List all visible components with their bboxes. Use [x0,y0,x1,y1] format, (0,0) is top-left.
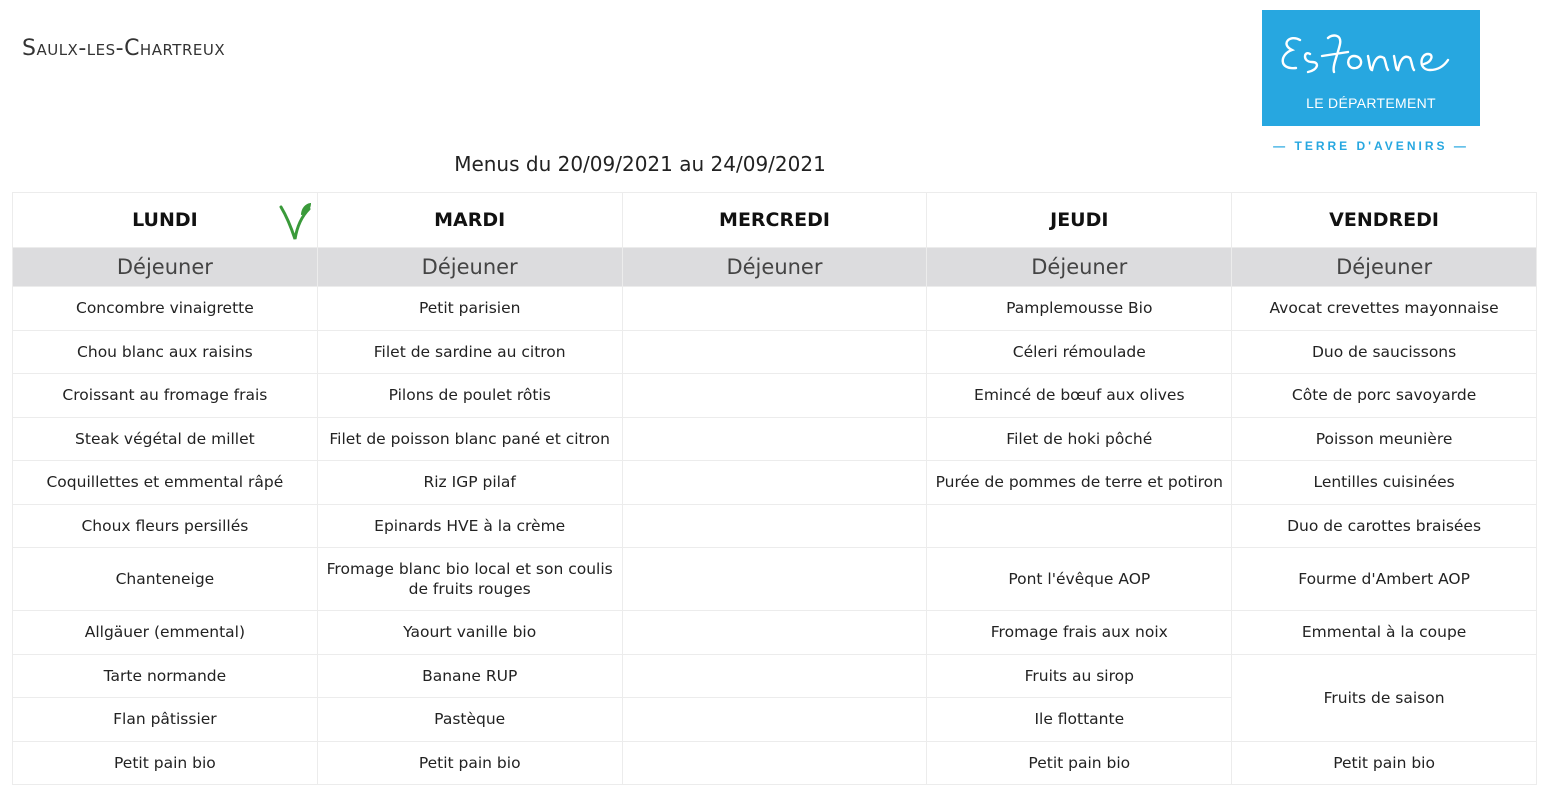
menu-item: Céleri rémoulade [927,330,1232,374]
meal-label: Déjeuner [622,248,927,287]
menu-item [622,374,927,418]
menu-row [13,611,1537,655]
menu-item: Emincé de bœuf aux olives [927,374,1232,418]
menu-item: Fruits de saison [1232,654,1537,741]
menu-item: Riz IGP pilaf [317,461,622,505]
menu-item: Chou blanc aux raisins [13,330,318,374]
menu-item: Filet de hoki pôché [927,417,1232,461]
menu-item: Yaourt vanille bio [317,611,622,655]
menu-item: Petit pain bio [13,741,318,785]
menu-item: Tarte normande [13,654,318,698]
menu-row [13,330,1537,374]
meal-label: Déjeuner [927,248,1232,287]
menu-item: Fruits au sirop [927,654,1232,698]
menu-table [12,192,1537,785]
menu-row [13,287,1537,331]
menu-item [622,654,927,698]
menu-item [622,698,927,742]
menu-row [13,548,1537,611]
meal-label: Déjeuner [1232,248,1537,287]
menu-item: Poisson meunière [1232,417,1537,461]
essonne-logo [1262,10,1480,126]
menu-item [622,330,927,374]
menu-item: Duo de saucissons [1232,330,1537,374]
menu-item: Chanteneige [13,548,318,611]
menu-item: Allgäuer (emmental) [13,611,318,655]
menu-item: Pilons de poulet rôtis [317,374,622,418]
logo-department-label: LE DÉPARTEMENT [1306,95,1436,111]
meal-row [13,248,1537,287]
menu-item: Coquillettes et emmental râpé [13,461,318,505]
menu-row [13,417,1537,461]
menu-item: Emmental à la coupe [1232,611,1537,655]
menu-item [622,741,927,785]
vegetarian-leaf-icon [279,201,313,241]
menu-item: Duo de carottes braisées [1232,504,1537,548]
menu-item: Banane RUP [317,654,622,698]
menu-item [622,611,927,655]
menu-title: Menus du 20/09/2021 au 24/09/2021 [454,152,826,176]
day-header-mardi [317,193,622,248]
day-label: MARDI [434,209,506,231]
town-name: Saulx-les-Chartreux [22,36,226,61]
menu-item: Steak végétal de millet [13,417,318,461]
menu-item [622,287,927,331]
essonne-script-logo-icon [1262,10,1480,100]
menu-item: Lentilles cuisinées [1232,461,1537,505]
day-label: MERCREDI [719,209,830,231]
day-header-row [13,193,1537,248]
day-header-mercredi [622,193,927,248]
menu-item: Pastèque [317,698,622,742]
menu-item: Fourme d'Ambert AOP [1232,548,1537,611]
menu-item: Fromage blanc bio local et son coulis de fruits rouges [317,548,622,611]
menu-item: Petit parisien [317,287,622,331]
menu-table-wrapper [12,192,1536,790]
menu-item [927,504,1232,548]
menu-item: Concombre vinaigrette [13,287,318,331]
menu-item: Filet de poisson blanc pané et citron [317,417,622,461]
menu-item: Petit pain bio [317,741,622,785]
menu-item: Petit pain bio [927,741,1232,785]
meal-label: Déjeuner [13,248,318,287]
menu-item: Pont l'évêque AOP [927,548,1232,611]
menu-item: Purée de pommes de terre et potiron [927,461,1232,505]
day-header-jeudi [927,193,1232,248]
menu-item [622,504,927,548]
menu-row [13,374,1537,418]
day-header-lundi [13,193,318,248]
menu-item: Petit pain bio [1232,741,1537,785]
meal-label: Déjeuner [317,248,622,287]
menu-item: Fromage frais aux noix [927,611,1232,655]
menu-row [13,504,1537,548]
menu-item: Epinards HVE à la crème [317,504,622,548]
logo-tagline: — TERRE D'AVENIRS — [1273,139,1469,153]
menu-row [13,461,1537,505]
menu-item [622,461,927,505]
day-label: JEUDI [1050,209,1109,231]
menu-item [622,548,927,611]
menu-item: Choux fleurs persillés [13,504,318,548]
menu-item: Côte de porc savoyarde [1232,374,1537,418]
menu-item: Ile flottante [927,698,1232,742]
day-header-vendredi [1232,193,1537,248]
menu-item: Avocat crevettes mayonnaise [1232,287,1537,331]
day-label: LUNDI [132,209,198,231]
menu-row [13,741,1537,785]
menu-item: Croissant au fromage frais [13,374,318,418]
menu-item: Pamplemousse Bio [927,287,1232,331]
menu-item: Flan pâtissier [13,698,318,742]
menu-item: Filet de sardine au citron [317,330,622,374]
menu-row [13,654,1537,698]
menu-item [622,417,927,461]
day-label: VENDREDI [1329,209,1439,231]
